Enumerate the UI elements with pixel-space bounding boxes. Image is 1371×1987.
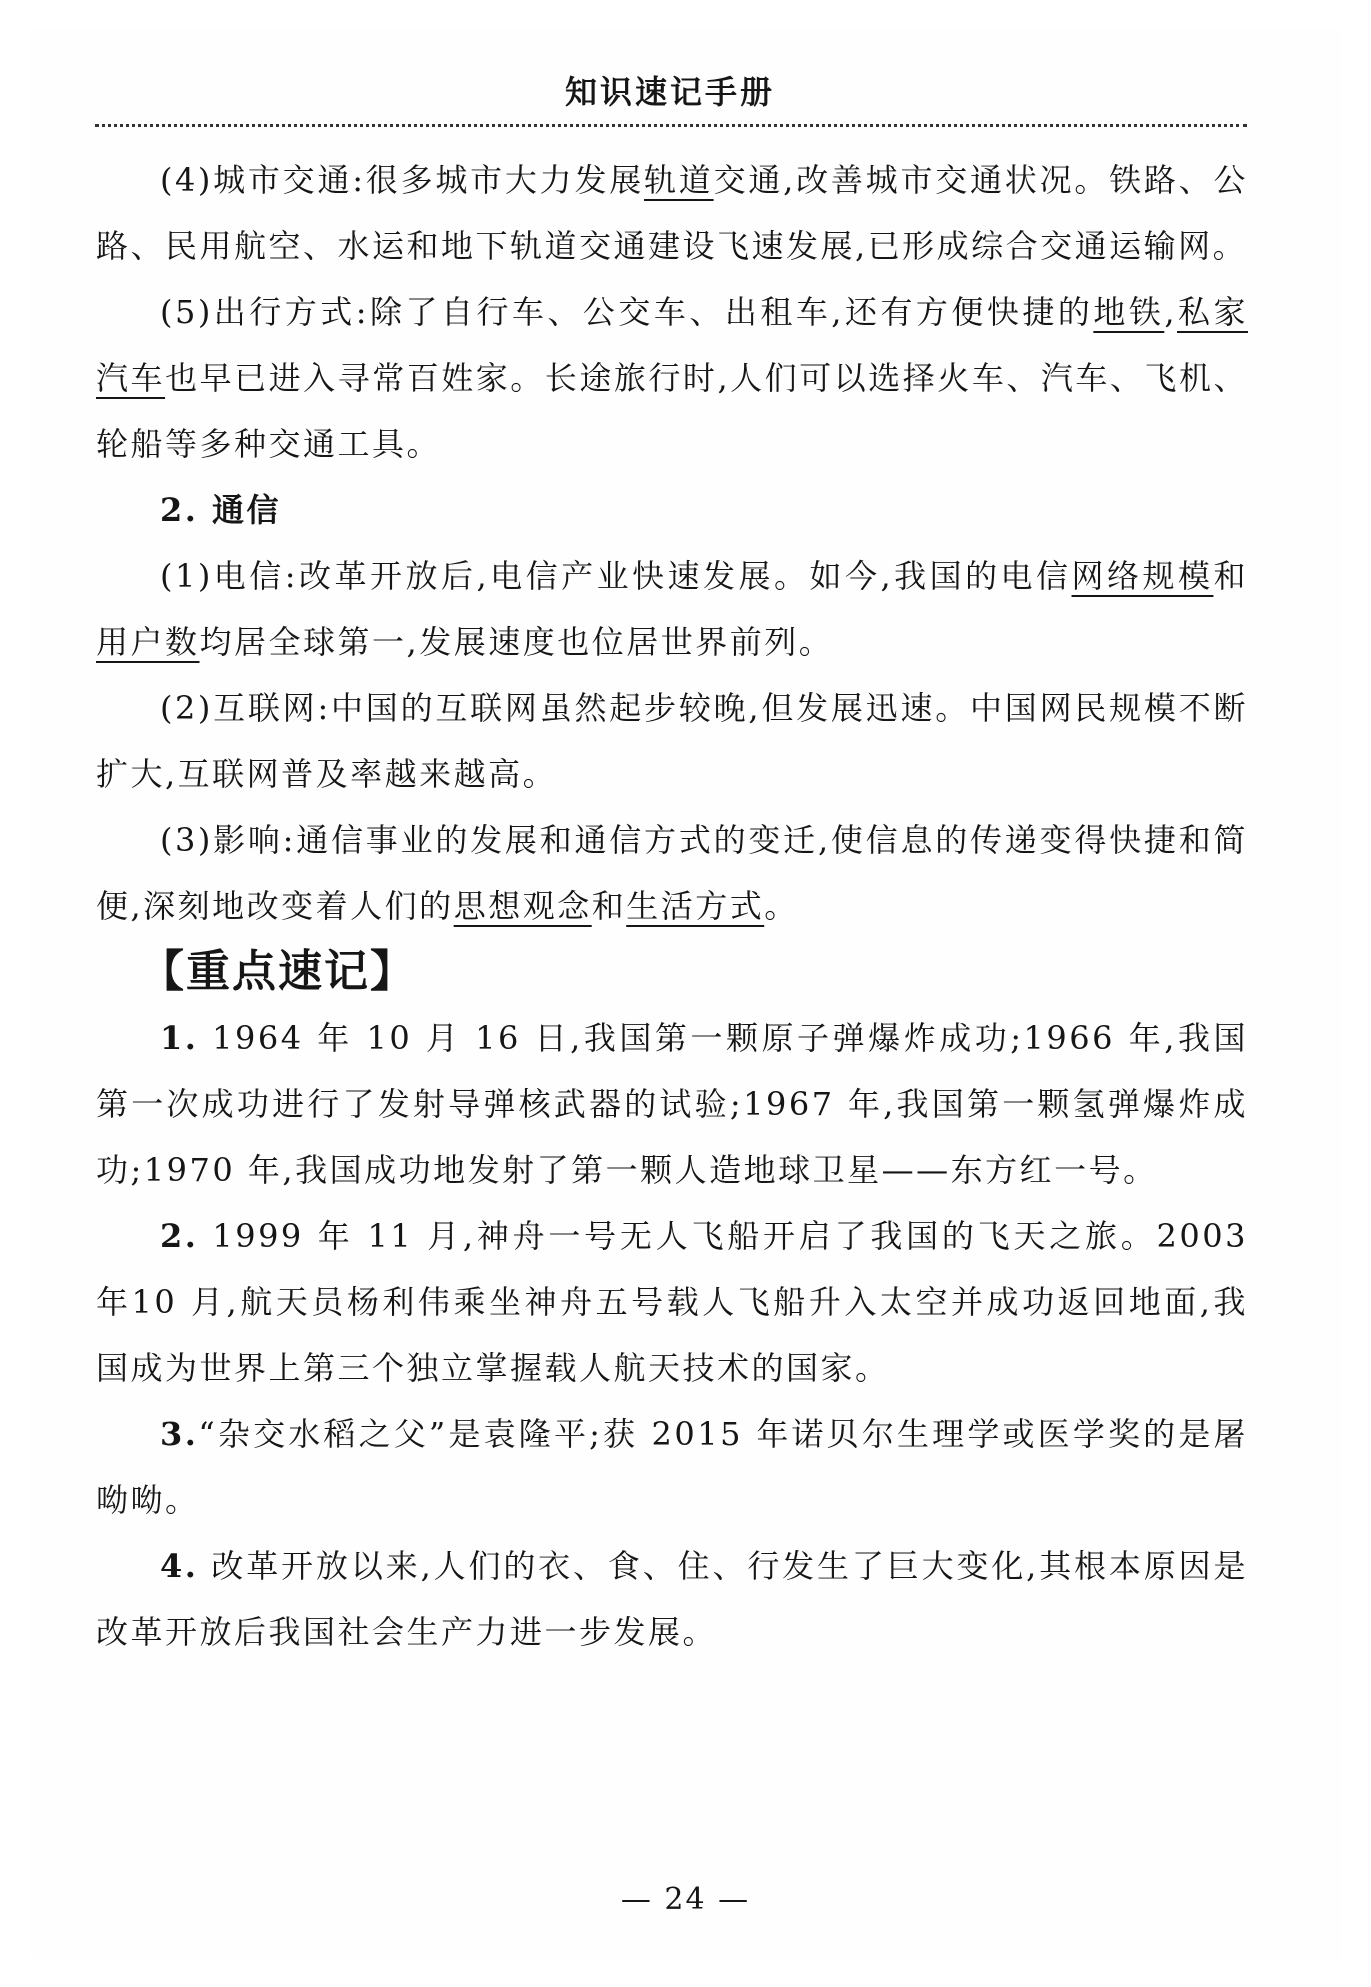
paragraph-internet [96,675,1248,807]
text-segment: (3)影响:通信事业的发展和通信方式的变迁,使信息的传递变得快捷和简便,深刻地改变着人们的 [96,821,1248,925]
paragraph-city-transport [96,147,1248,279]
text-segment: (5)出行方式:除了自行车、公交车、出租车,还有方便快捷的 [160,293,1094,331]
key-point-item [96,1005,1248,1203]
text-segment: 交通,改善城市交通状况。铁路、公路、民用航空、水运和地下轨道交通建设飞速发展,已形成综合交通运输网。 [96,161,1248,265]
section-title-key-points: 【重点速记】 [140,946,416,997]
underlined-term: 网络规模 [1071,557,1214,595]
page-body [96,147,1248,1665]
header-divider [95,124,1247,127]
text-segment: 也早已进入寻常百姓家。长途旅行时,人们可以选择火车、汽车、飞机、轮船等多种交通工具。 [96,359,1248,463]
key-point-item [96,1203,1248,1401]
key-point-number: 2. [160,1217,199,1255]
underlined-term: 轨道 [644,161,714,199]
underlined-term: 用户数 [96,623,200,661]
text-segment: 和 [591,887,627,925]
paragraph-travel-modes [96,279,1248,477]
text-segment: (4)城市交通:很多城市大力发展 [160,161,645,199]
key-point-text: “杂交水稻之父”是袁隆平;获 2015 年诺贝尔生理学或医学奖的是屠呦呦。 [96,1415,1248,1519]
underlined-term: 私家汽车 [96,293,1248,397]
key-point-item [96,1533,1248,1665]
underlined-term: 思想观念 [453,887,592,925]
key-point-item [96,1401,1248,1533]
key-point-number: 3. [160,1415,199,1453]
text-segment: , [1164,293,1177,331]
heading-text: 通信 [198,491,282,529]
text-segment: 均居全球第一,发展速度也位居世界前列。 [199,623,834,661]
paragraph-influence [96,807,1248,939]
key-point-text: 1964 年 10 月 16 日,我国第一颗原子弹爆炸成功;1966 年,我国第一次成功进行了发射导弹核武器的试验;1967 年,我国第一颗氢弹爆炸成功;1970 年,我国成功地发射了第一颗人造地球卫星——东方红一号。 [96,1019,1248,1189]
underlined-term: 地铁 [1093,293,1165,331]
underlined-term: 生活方式 [626,887,765,925]
key-point-number: 1. [160,1019,199,1057]
key-point-text: 1999 年 11 月,神舟一号无人飞船开启了我国的飞天之旅。2003 年10 月,航天员杨利伟乘坐神舟五号载人飞船升入太空并成功返回地面,我国成为世界上第三个独立掌握载人航天技术的国家。 [96,1217,1248,1387]
text-segment: (2)互联网:中国的互联网虽然起步较晚,但发展迅速。中国网民规模不断扩大,互联网普及率越来越高。 [96,689,1248,793]
running-header: 知识速记手册 [564,73,775,111]
text-segment: 和 [1213,557,1248,595]
key-point-text: 改革开放以来,人们的衣、食、住、行发生了巨大变化,其根本原因是改革开放后我国社会生产力进一步发展。 [96,1547,1248,1651]
text-segment: 。 [764,887,799,925]
heading-number: 2. [160,491,199,529]
text-segment: (1)电信:改革开放后,电信产业快速发展。如今,我国的电信 [160,557,1072,595]
key-point-number: 4. [160,1547,199,1585]
heading-communication [96,477,1248,543]
paragraph-telecom [96,543,1248,675]
page-number: — 24 — [620,1882,751,1917]
